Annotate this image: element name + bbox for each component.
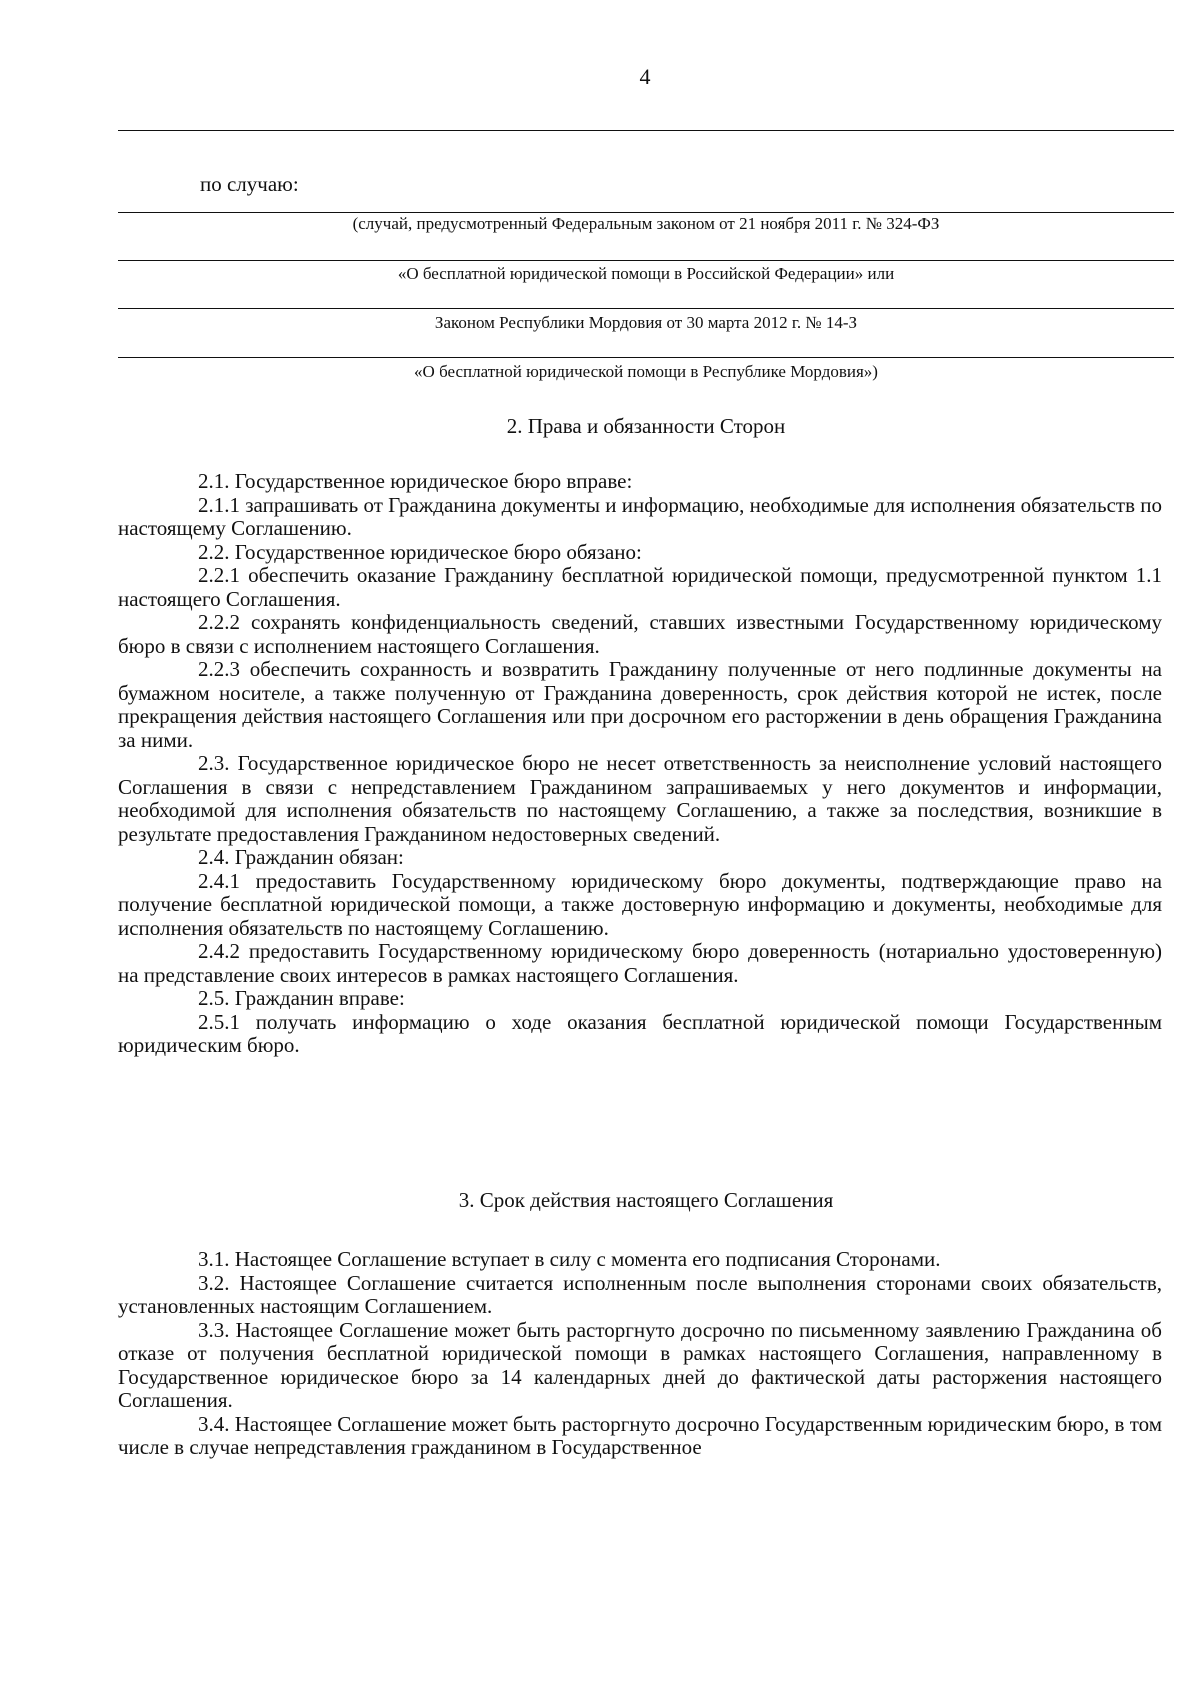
section-body [118,470,1162,1058]
caption-line: Законом Республики Мордовия от 30 марта 2012 г. № 14-З [434,313,858,332]
blank-line [118,308,1174,309]
paragraph: 3.2. Настоящее Соглашение считается исполненным после выполнения сторонами своих обязательств, установленных настоящим Соглашением. [118,1270,1162,1318]
paragraph: 3.3. Настоящее Соглашение может быть расторгнуто досрочно по письменному заявлению Гражданина об отказе от получения бесплатной юридической помощи в рамках настоящего Соглашения, направленному в Государственное юридическое бюро за 14 календарных дней до фактической даты расторжения настоящего Соглашения. [118,1317,1162,1412]
paragraph: 2.2.2 сохранять конфиденциальность сведений, ставших известными Государственному юридическому бюро в связи с исполнением настоящего Соглашения. [118,610,1162,658]
paragraph: 2.4. Гражданин обязан: [198,845,404,869]
caption-line: (случай, предусмотренный Федеральным законом от 21 ноября 2011 г. № 324-ФЗ [352,214,940,233]
section-heading: 3. Срок действия настоящего Соглашения [458,1188,834,1212]
paragraph: 2.4.1 предоставить Государственному юридическому бюро документы, подтверждающие право на получение бесплатной юридической помощи, а также достоверную информацию и документы, необходимые для исполнения обязательств по настоящему Соглашению. [118,868,1162,940]
paragraph: 2.1.1 запрашивать от Гражданина документы и информацию, необходимые для исполнения обязательств по настоящему Соглашению. [118,492,1162,540]
blank-line [118,260,1174,261]
section-body [118,1248,1162,1460]
caption-line: «О бесплатной юридической помощи в Российской Федерации» или [397,264,895,283]
paragraph: 2.5.1 получать информацию о ходе оказания бесплатной юридической помощи Государственным юридическим бюро. [118,1009,1162,1057]
paragraph: 2.2.1 обеспечить оказание Гражданину бесплатной юридической помощи, предусмотренной пунктом 1.1 настоящего Соглашения. [118,563,1162,611]
paragraph: 2.1. Государственное юридическое бюро вправе: [198,469,633,493]
header-rule [118,130,1174,131]
page-number: 4 [639,64,651,89]
blank-line [118,212,1174,213]
paragraph: 2.3. Государственное юридическое бюро не несет ответственность за неисполнение условий настоящего Соглашения в связи с непредставлением Гражданином запрашиваемых у него документов и информации, необходимой для исполнения обязательств по настоящему Соглашению, а также за последствия, возникшие в результате предоставления Гражданином недостоверных сведений. [118,751,1162,846]
caption-line: «О бесплатной юридической помощи в Республике Мордовия») [414,362,878,381]
paragraph: 3.4. Настоящее Соглашение может быть расторгнуто досрочно Государственным юридическим бюро, в том числе в случае непредставления гражданином в Государственное [118,1411,1162,1459]
paragraph: 2.2.3 обеспечить сохранность и возвратить Гражданину полученные от него подлинные документы на бумажном носителе, а также полученную от Гражданина доверенность, срок действия которой не истек, после прекращения действия настоящего Соглашения или при досрочном его расторжении в день обращения Гражданина за ними. [118,657,1162,752]
blank-line [118,357,1174,358]
section-heading: 2. Права и обязанности Сторон [506,414,786,438]
paragraph: 2.2. Государственное юридическое бюро обязано: [198,539,642,564]
paragraph: 2.4.2 предоставить Государственному юридическому бюро доверенность (нотариально удостоверенную) на представление своих интересов в рамках настоящего Соглашения. [118,939,1162,987]
paragraph: 2.5. Гражданин вправе: [198,986,405,1010]
paragraph: 3.1. Настоящее Соглашение вступает в силу с момента его подписания Сторонами. [198,1247,941,1271]
lead-text: по случаю: [200,172,299,196]
